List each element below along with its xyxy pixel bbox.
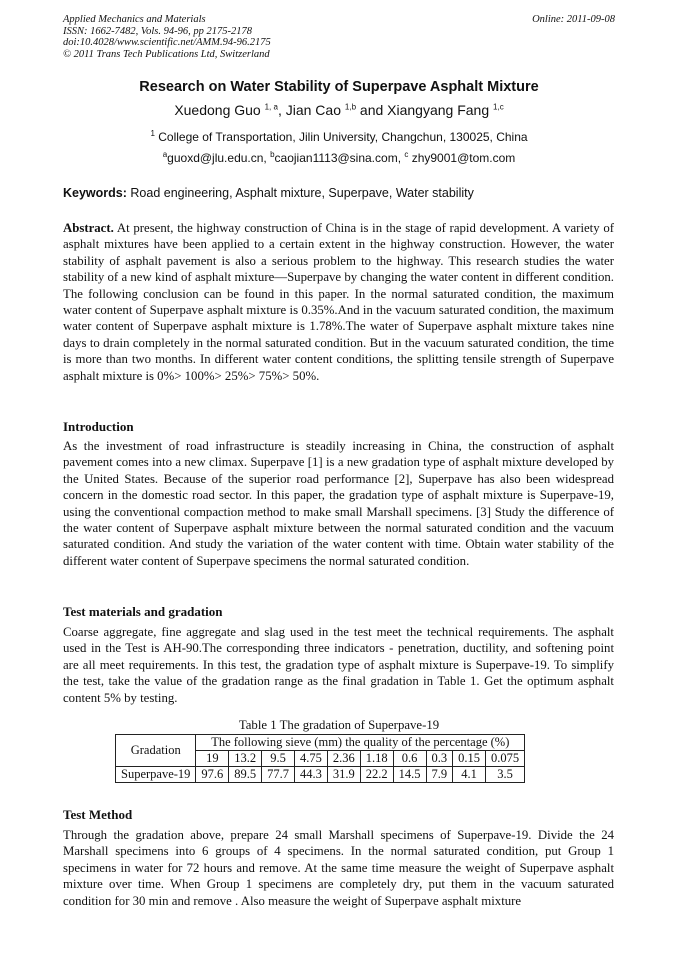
author-emails: $^a$guoxd@jlu.edu.cn, $^b$caojian1113@sina.com, $^c$ zhy9001@tom.com [162, 150, 516, 165]
online-date: Online: 2011-09-08 [532, 14, 615, 25]
sieve-cell: 1.18 [360, 751, 393, 767]
table-header-row [116, 735, 525, 751]
affiliation-text: College of Transportation, Jilin University, Changchun, 130025, China [158, 130, 528, 144]
affiliation-mark: 1 [150, 129, 155, 138]
author-name: Jian Cao [285, 102, 341, 118]
email-mark: c [404, 150, 409, 159]
table-row-header: Gradation [116, 735, 196, 767]
abstract-text: At present, the highway construction of China is in the stage of rapid development. A variety of asphalt mixtures have been applied to a certain extent in the highway construction. However, the water stability of asphalt pavement is also a serious problem to the highway. This research studies the water stability of a new kind of asphalt mixture—Superpave by changing the water content in different condition. The following conclusion can be found in this paper. In the normal saturated condition, the maximum water content of Superpave asphalt mixture is 0.35%.And in the vacuum saturated condition, the maximum water content of Superpave asphalt mixture is 1.78%.The water of Superpave asphalt mixture takes nine days to drain completely in the normal saturated condition. But in the vacuum saturated condition, the time is more than two months. In different water content conditions, the splitting tensile strength of Superpave asphalt mixture is 0%> 100%> 25%> 75%> 50%. [63, 221, 615, 383]
value-cell: 97.6 [196, 767, 229, 783]
value-cell: 7.9 [426, 767, 453, 783]
abstract-label: Abstract. [63, 221, 114, 235]
author-affiliation-mark: 1,c [493, 102, 504, 112]
section-heading-materials: Test materials and gradation [63, 604, 223, 619]
value-cell: 22.2 [360, 767, 393, 783]
email-mark: a [162, 150, 168, 159]
email-address: caojian1113@sina.com [274, 151, 398, 165]
value-cell: 77.7 [262, 767, 295, 783]
gradation-table [115, 734, 525, 783]
journal-issn: ISSN: 1662-7482, Vols. 94-96, pp 2175-2178 [63, 25, 252, 37]
sieve-cell: 19 [196, 751, 229, 767]
sieve-cell: 4.75 [295, 751, 328, 767]
journal-header [63, 14, 271, 60]
sieve-cell: 13.2 [229, 751, 262, 767]
value-cell: 3.5 [486, 767, 525, 783]
email-mark: b [270, 150, 275, 159]
row-label-cell: Superpave-19 [116, 767, 196, 783]
value-cell: 44.3 [295, 767, 328, 783]
table-group-header: The following sieve (mm) the quality of the percentage (%) [196, 735, 525, 751]
author-affiliation-mark: 1,b [344, 102, 357, 112]
journal-doi: doi:10.4028/www.scientific.net/AMM.94-96.2175 [63, 37, 271, 48]
value-cell: 31.9 [327, 767, 360, 783]
keywords [63, 186, 618, 200]
value-cell: 14.5 [393, 767, 426, 783]
email-address: guoxd@jlu.edu.cn [167, 151, 264, 165]
journal-name: Applied Mechanics and Materials [63, 14, 206, 25]
table-row [116, 767, 525, 783]
materials-text: Coarse aggregate, fine aggregate and slag used in the test meet the technical requirements. The asphalt used in the Test is AH-90.The corresponding three indicators - penetration, ductility, and softening point are all meet requirements. In this test, the gradation type of asphalt mixture is Superpave-19. To simplify the test, take the value of the gradation range as the final gradation in Table 1. Get the optimum asphalt content 5% by testing. [63, 625, 614, 705]
introduction-text: As the investment of road infrastructure is steadily increasing in China, the construction of asphalt pavement comes into a new climax. Superpave [1] is a new gradation type of asphalt mixture developed by the United States. Because of the superior road performance [2], Superpave has also been widespread concern in the domestic road sector. In this paper, the gradation type of asphalt mixture is Superpave-19, using the conventional compaction method to make small Marshall specimens. [3] Study the difference of the water content of Superpave asphalt mixture between the normal saturated condition and the vacuum saturated condition. And study the variation of the water content with time. Obtain water stability of the different water content of Superpave specimens the normal saturated condition. [63, 439, 614, 568]
table-caption: Table 1 The gradation of Superpave-19 [238, 718, 440, 732]
author-separator: , [277, 102, 286, 118]
author-line [0, 102, 678, 118]
affiliation [0, 130, 678, 144]
journal-copyright: © 2011 Trans Tech Publications Ltd, Switzerland [63, 48, 270, 60]
sieve-cell: 0.3 [426, 751, 453, 767]
author-name: Xiangyang Fang [387, 102, 490, 118]
value-cell: 89.5 [229, 767, 262, 783]
section-heading-introduction: Introduction [63, 419, 134, 434]
sieve-cell: 0.15 [453, 751, 486, 767]
value-cell: 4.1 [453, 767, 486, 783]
author-affiliation-mark: 1, a [264, 102, 278, 112]
section-heading-test-method: Test Method [63, 807, 133, 822]
keywords-text: Road engineering, Asphalt mixture, Superpave, Water stability [130, 186, 474, 200]
abstract [63, 220, 614, 384]
sieve-cell: 2.36 [327, 751, 360, 767]
email-address: zhy9001@tom.com [411, 151, 516, 165]
keywords-label: Keywords: [63, 186, 127, 200]
author-separator: and [356, 102, 388, 118]
author-name: Xuedong Guo [174, 102, 261, 118]
paper-title: Research on Water Stability of Superpave Asphalt Mixture [139, 79, 539, 95]
sieve-cell: 0.6 [393, 751, 426, 767]
sieve-cell: 0.075 [486, 751, 525, 767]
test-method-text: Through the gradation above, prepare 24 small Marshall specimens of Superpave-19. Divide the 24 Marshall specimens into 6 groups of 4 specimens. In the normal saturated condition, put Group 1 specimens in water for 72 hours and remove. At the same time measure the weight of Superpave asphalt mixture over time. When Group 1 specimens are completely dry, put them in the vacuum saturated condition for 30 min and remove . Also measure the weight of Superpave asphalt mixture [63, 828, 614, 908]
sieve-cell: 9.5 [262, 751, 295, 767]
